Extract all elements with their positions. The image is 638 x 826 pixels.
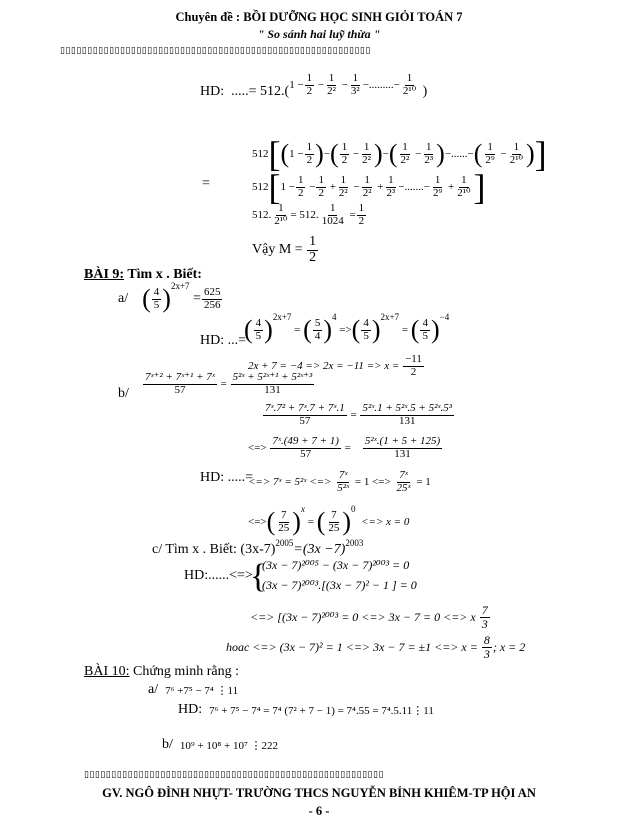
fraction: $\frac{\text{7ˣ}}{\text{25ˣ}}$ [396, 469, 411, 494]
fraction: $\frac{7}{3}$ [481, 603, 488, 631]
equation-text: 7⁶ + 7⁵ − 7⁴ = 7⁴ (7² + 7 − 1) = 7⁴.55 = 7⁴.5.11⋮11 [209, 704, 434, 717]
bai9-b-hd4: <=> ( $\frac{7}{25}$ ) x = ( $\frac{7}{25}$ ) 0 <=> x = 0 [248, 504, 410, 536]
bai9-b-hd3 [248, 470, 431, 494]
bai9-b-hd2: <=> $\frac{\text{7ˣ.(49 + 7 + 1)}}{57}$ = $\frac{\text{5²ˣ.(1 + 5 + 125)}}{131}$ [248, 435, 441, 460]
exponent: 4 [331, 312, 337, 322]
close-paren: ) [422, 84, 428, 99]
hd-label: HD: ...= [200, 333, 247, 348]
equals-sign: = [202, 176, 210, 191]
fraction: $\frac{\text{5²ˣ + 5²ˣ⁺¹ + 5²ˣ⁺³}}{131}$ [232, 371, 313, 396]
bai10-title: BÀI 10: [84, 664, 130, 679]
fraction: $\frac{7}{25}$ [328, 508, 340, 534]
term-text: 1 − [289, 148, 304, 160]
bai9-c-hd3 [250, 604, 491, 630]
bai10-a-hd [178, 702, 434, 718]
fraction: $\frac{4}{5}$ [363, 316, 369, 342]
hd1-line2: 512 [ ( 1 − $\frac{1}{2}$ ) − ( $\frac{1}{2}$ − $\frac{1}{\text{2²}}$ ) − ( $\frac{1}{\text{2²}}$ − $\frac{1}{\text{2³}}$ ) −......− ( $\frac{1}{\text{2⁹}}$ − $\frac{1}{\text{2¹⁰}}$ ) ] [252, 134, 547, 174]
hd1-line3: 512 [ 1 − $\frac{1}{2}$ − $\frac{1}{2}$ + $\frac{1}{\text{2²}}$ − $\frac{1}{\text{2²}}$ + $\frac{1}{\text{2³}}$ −.......− $\frac{1}{\text{2⁹}}$ + $\frac{1}{\text{2¹⁰}}$ ] [252, 167, 486, 207]
ellipsis: −.........− [362, 79, 400, 91]
fraction: $\frac{1}{\text{2⁹}}$ [485, 140, 495, 166]
iff: <=> [248, 442, 267, 455]
exponent: −4 [439, 312, 450, 322]
part-label: a/ [148, 682, 159, 697]
fraction: $\frac{\text{7ˣ}}{\text{5²ˣ}}$ [337, 469, 350, 494]
fraction: $\frac{\text{5²ˣ.(1 + 5 + 125)}}{131}$ [364, 435, 441, 460]
hd-label: HD: [178, 702, 203, 717]
exponent: 2x+7 [380, 312, 400, 322]
bai10-heading [84, 664, 239, 680]
exponent: 0 [351, 504, 356, 514]
fraction: $\frac{625}{256}$ [203, 285, 221, 311]
fraction: $\frac{1}{1024}$ [321, 202, 344, 227]
fraction: $\frac{\text{5²ˣ.1 + 5²ˣ.5 + 5²ˣ.5³}}{131}$ [362, 402, 453, 427]
ellipsis: −.......− [398, 181, 430, 193]
fraction: $\frac{\text{7ˣ⁺² + 7ˣ⁺¹ + 7ˣ}}{57}$ [145, 371, 215, 396]
ellipsis: −......− [444, 148, 474, 160]
hd-label: HD: [200, 84, 225, 99]
exponent: 2003 [345, 538, 364, 548]
conclusion-text: Vậy M = [252, 242, 303, 258]
fraction: $\frac{1}{\text{2²}}$ [362, 173, 372, 199]
fraction: $\frac{1}{\text{2¹⁰}}$ [402, 71, 417, 97]
fraction: $\frac{1}{\text{2¹⁰}}$ [457, 173, 471, 199]
footer-box-row: ▯▯▯▯▯▯▯▯▯▯▯▯▯▯▯▯▯▯▯▯▯▯▯▯▯▯▯▯▯▯▯▯▯▯▯▯▯▯▯▯▯▯▯▯▯▯▯▯▯▯▯▯▯▯▯ [84, 770, 384, 780]
bai9-title: BÀI 9: [84, 267, 125, 282]
fraction: $\frac{7}{25}$ [278, 508, 290, 534]
term-text: = 512. [290, 209, 319, 222]
equation-line: (3x − 7)²⁰⁰³.[(3x − 7)² − 1 ] = 0 [262, 578, 417, 592]
part-label: c/ Tìm x . Biết: (3x-7) [152, 542, 276, 557]
fraction: $\frac{4}{5}$ [153, 285, 160, 311]
fraction: $\frac{1}{2}$ [297, 173, 304, 199]
fraction: $\frac{1}{\text{2²}}$ [400, 140, 410, 166]
bai9-a-hd1: ( $\frac{4}{5}$ ) 2x+7 = ( $\frac{5}{4}$ ) 4 => ( $\frac{4}{5}$ ) 2x+7 = ( $\frac{4}{5}$ ) −4 [244, 312, 450, 344]
exponent: 2x+7 [170, 281, 190, 291]
equation-text: <=> 7ˣ = 5²ˣ <=> [248, 476, 332, 489]
fraction: $\frac{1}{2}$ [309, 234, 317, 265]
page-number: - 6 - [308, 804, 330, 818]
page-header-subtitle: " So sánh hai luỹ thừa " [257, 27, 381, 41]
term-text: 512. [252, 209, 272, 222]
bai9-prompt: Tìm x . Biết: [127, 267, 202, 282]
fraction: $\frac{4}{5}$ [255, 316, 262, 342]
coef-512: 512 [252, 181, 269, 193]
equation-line: (3x − 7)²⁰⁰⁵ − (3x − 7)²⁰⁰³ = 0 [262, 558, 410, 572]
hd1-line4: 512. $\frac{1}{\text{2¹⁰}}$ = 512. $\frac{1}{1024}$ = $\frac{1}{2}$ [252, 202, 365, 227]
fraction: $\frac{1}{2}$ [341, 140, 348, 166]
bai9-b: $\frac{\text{7ˣ⁺² + 7ˣ⁺¹ + 7ˣ}}{57}$ = $\frac{\text{5²ˣ + 5²ˣ⁺¹ + 5²ˣ⁺³}}{131}$ [145, 371, 313, 396]
fraction: $\frac{4}{5}$ [422, 316, 428, 342]
fraction: $\frac{1}{\text{2³}}$ [386, 173, 396, 199]
hd1-conclusion [252, 235, 319, 265]
part-label: b/ [118, 386, 129, 401]
bai10-b [162, 737, 278, 753]
hd1-one-minus: 1 − [289, 79, 304, 91]
bai9-c [152, 538, 364, 558]
fraction: $\frac{-11}{2}$ [405, 353, 422, 378]
coef-512: 512 [252, 148, 269, 160]
equation-text: 7⁶ +7⁵ − 7⁴ ⋮11 [165, 684, 239, 697]
equation-text: = 1 <=> [354, 476, 391, 489]
fraction: $\frac{\text{7ˣ.7² + 7ˣ.7 + 7ˣ.1}}{57}$ [265, 402, 345, 427]
hd-label: HD: .....= [200, 470, 254, 485]
hd-label: HD:......<=> [184, 568, 253, 583]
implies: => [339, 324, 352, 336]
bai10-prompt: Chứng minh rằng : [129, 664, 239, 679]
exponent: 2x+7 [272, 312, 292, 322]
fraction: $\frac{1}{2}$ [306, 71, 313, 97]
fraction: $\frac{1}{\text{2³}}$ [424, 140, 434, 166]
bai10-a [148, 682, 238, 698]
hd1-line: HD: .....= 512.( 1 − $\frac{1}{2}$ − $\frac{1}{\text{2²}}$ − $\frac{1}{\text{3²}}$ −.........− $\frac{1}{\text{2¹⁰}}$ ) [200, 71, 428, 99]
equation-text: hoac <=> (3x − 7)² = 1 <=> 3x − 7 = ±1 <=> x = [226, 639, 478, 654]
fraction: $\frac{\text{7ˣ.(49 + 7 + 1)}}{57}$ [272, 435, 339, 460]
iff: <=> [248, 516, 267, 528]
footer-author: GV. NGÔ ĐÌNH NHỰT- TRƯỜNG THCS NGUYỄN BỈNH KHIÊM-TP HỘI AN [102, 786, 536, 800]
equals: = [294, 324, 301, 336]
part-label: b/ [162, 737, 173, 752]
equation-text: <=> [(3x − 7)²⁰⁰³ = 0 <=> 3x − 7 = 0 <=> x [250, 609, 476, 624]
equation-text: ; x = 2 [492, 639, 526, 654]
fraction: $\frac{1}{\text{2⁹}}$ [432, 173, 443, 199]
fraction: $\frac{8}{3}$ [483, 633, 490, 661]
page-header-title: Chuyên đề : BỒI DƯỠNG HỌC SINH GIỎI TOÁN 7 [175, 10, 463, 24]
exponent: 2005 [275, 538, 294, 548]
equation-text: = 1 [416, 476, 431, 489]
fraction: $\frac{1}{2}$ [358, 202, 365, 227]
equation-text: 2x + 7 = −4 => 2x = −11 => x = [248, 360, 400, 373]
fraction: $\frac{1}{\text{2¹⁰}}$ [509, 140, 523, 166]
equation-text: 10⁹ + 10⁸ + 10⁷ ⋮222 [179, 739, 279, 752]
term-text: 1 − [280, 181, 295, 193]
fraction: $\frac{1}{2}$ [306, 140, 313, 166]
fraction: $\frac{5}{4}$ [314, 316, 321, 342]
bai9-a: a/ ( $\frac{4}{5}$ ) 2x+7 = $\frac{625}{256}$ [118, 281, 221, 313]
fraction: $\frac{1}{\text{2²}}$ [338, 173, 348, 199]
exponent: x [300, 504, 305, 514]
fraction: $\frac{1}{2}$ [318, 173, 324, 199]
fraction: $\frac{1}{\text{3²}}$ [350, 71, 360, 97]
part-label: a/ [118, 291, 129, 306]
bai9-c-hd4 [226, 634, 525, 660]
header-box-row: ▯▯▯▯▯▯▯▯▯▯▯▯▯▯▯▯▯▯▯▯▯▯▯▯▯▯▯▯▯▯▯▯▯▯▯▯▯▯▯▯▯▯▯▯▯▯▯▯▯▯▯▯▯▯▯▯▯ [60, 46, 371, 56]
bai9-b-hd1: $\frac{\text{7ˣ.7² + 7ˣ.7 + 7ˣ.1}}{57}$ = $\frac{\text{5²ˣ.1 + 5²ˣ.5 + 5²ˣ.5³}}{131}$ [265, 402, 453, 427]
equation-text: <=> x = 0 [361, 516, 410, 528]
equation-text: =(3x −7) [293, 542, 346, 557]
fraction: $\frac{1}{\text{2²}}$ [362, 140, 371, 166]
fraction: $\frac{1}{\text{2¹⁰}}$ [274, 202, 288, 227]
fraction: $\frac{1}{\text{2²}}$ [327, 71, 336, 97]
hd1-prefix: .....= 512.( [231, 84, 290, 99]
